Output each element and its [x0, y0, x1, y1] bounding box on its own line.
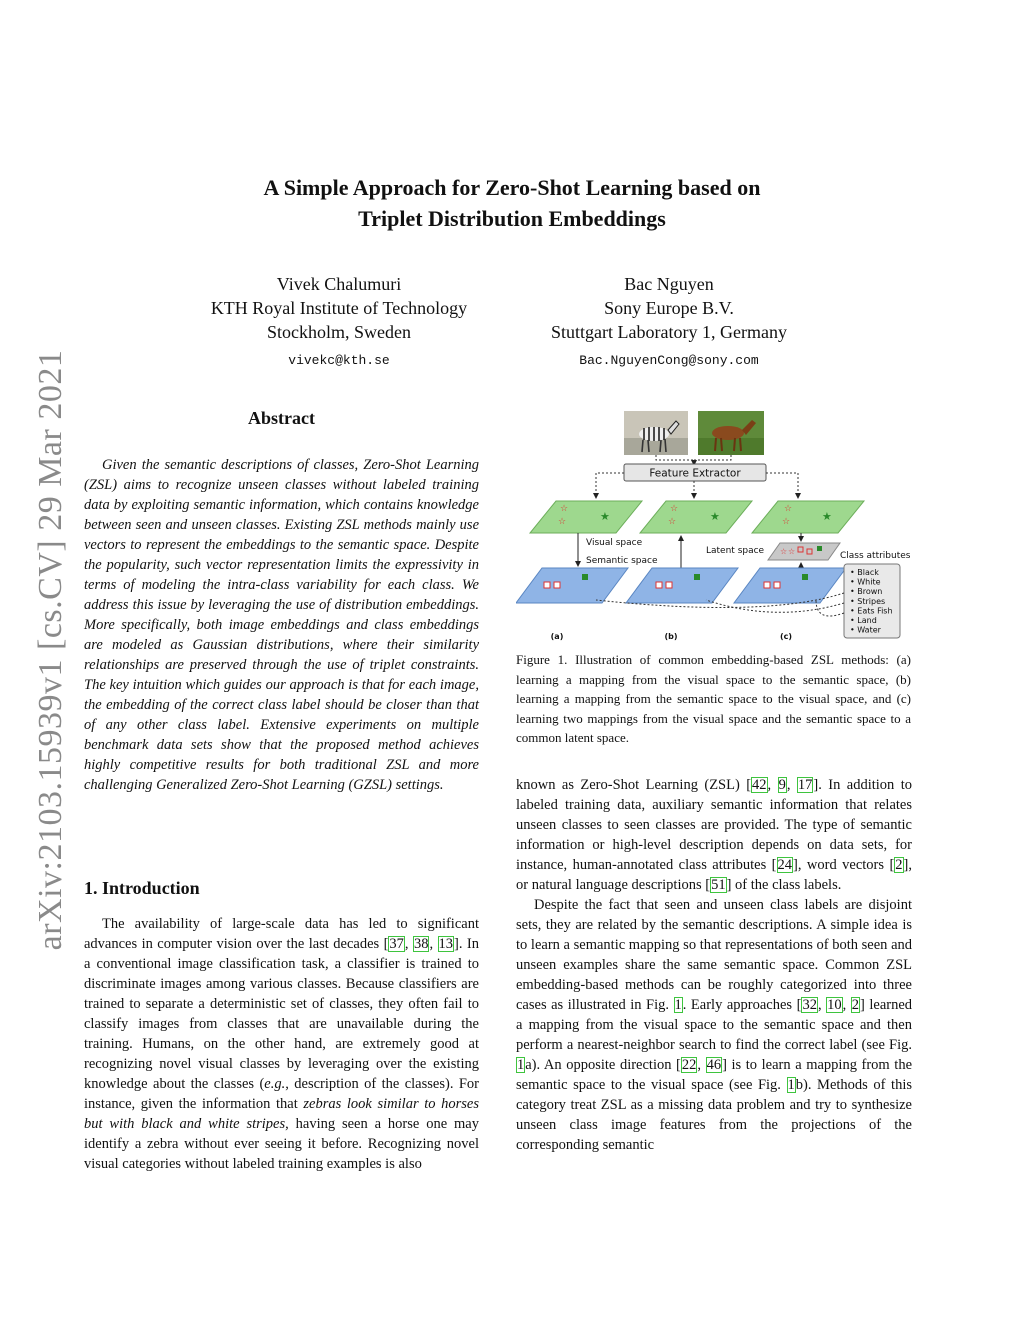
- right-paragraph-1: known as Zero-Shot Learning (ZSL) [42, 9, 17]. In addition to labeled training data, auxiliary semantic information that relates unseen classes to seen classes are provided. The type of semantic information or high-level description depends on data sets, for instance, human-annotated class attributes [24], word vectors [2], or natural language descriptions [51] of the class labels.: [516, 777, 912, 893]
- svg-text:☆: ☆: [560, 504, 569, 514]
- class-attributes-label: Class attributes: [840, 551, 911, 561]
- citation-link[interactable]: 24: [777, 857, 793, 873]
- citation-link[interactable]: 37: [389, 936, 404, 952]
- class-attribute-item: • Land: [850, 616, 877, 625]
- class-attribute-item: • Black: [850, 568, 879, 577]
- abstract-text: Given the semantic descriptions of classes, Zero-Shot Learning (ZSL) aims to recognize unseen classes without labeled training data by exploiting semantic information, which contains knowledge between seen and unseen classes. Existing ZSL methods mainly use vectors to represent the embeddings to the semantic space. Despite the popularity, such vector representation limits the expressivity in terms of modeling the intra-class variability for each class. We address this issue by leveraging the use of distribution embeddings. More specifically, both image embeddings and class embeddings are modeled as Gaussian distributions, where their similarity relationships are preserved through the use of triplet constraints. The key intuition which guides our approach is that for each image, the embedding of the correct class label should be closer than that of any other class label. Extensive experiments on multiple benchmark data sets show that the proposed method achieves highly competitive results for both traditional ZSL and more challenging Generalized Zero-Shot Learning (GZSL) settings.: [84, 457, 479, 793]
- citation-link[interactable]: 38: [413, 936, 429, 952]
- section-heading-introduction: 1. Introduction: [84, 878, 200, 898]
- right-paragraph-2: Despite the fact that seen and unseen class labels are disjoint sets, they are related by the semantic descriptions. A simple idea is to learn a semantic mapping so that representations of both seen and unseen examples share the same semantic space. Common ZSL embedding-based methods can be roughly categorized into three cases as illustrated in Fig. 1. Early approaches [32, 10, 2] learned a mapping from the visual space to the semantic space and then perform a nearest-neighbor search to find the correct label (see Fig. 1a). An opposite direction [22, 46] is to learn a mapping from the semantic space to the visual space (see Fig. 1b). Methods of this category treat ZSL as a missing data problem and try to synthesize unseen class image features from the projections of the corresponding semantic: [516, 897, 913, 1153]
- class-attribute-item: • Stripes: [850, 596, 886, 606]
- author-2-block: [516, 272, 822, 373]
- figure-link[interactable]: 1: [787, 1077, 795, 1093]
- figure-link[interactable]: 1: [674, 997, 682, 1013]
- author-location: Stockholm, Sweden: [267, 322, 411, 342]
- visual-plane-b: [640, 501, 752, 533]
- svg-text:★: ★: [600, 510, 610, 523]
- latent-plane: [768, 543, 840, 560]
- feature-extractor-label: Feature Extractor: [649, 467, 741, 480]
- citation-link[interactable]: 9: [778, 777, 786, 793]
- semantic-plane-b: [626, 568, 738, 603]
- citation-link[interactable]: 10: [827, 997, 842, 1013]
- svg-text:☆: ☆: [670, 504, 679, 514]
- class-attribute-item: • Water: [850, 625, 881, 635]
- svg-text:★: ★: [822, 510, 832, 523]
- svg-text:☆: ☆: [558, 517, 567, 527]
- semantic-space-label: Semantic space: [586, 556, 658, 566]
- panel-label-c: (c): [779, 632, 793, 641]
- citation-link[interactable]: 51: [711, 877, 726, 893]
- svg-text:☆: ☆: [784, 504, 793, 514]
- svg-text:★: ★: [710, 510, 720, 523]
- author-affiliation: KTH Royal Institute of Technology: [210, 298, 468, 318]
- figure-1-caption: Figure 1. Illustration of common embedding-based ZSL methods: (a) learning a mapping from the visual space to the semantic space, (b) learning a mapping from the semantic space to the visual space, and (c) learning two mappings from the visual space and the semantic space to a common latent space.: [516, 652, 911, 745]
- svg-text:☆: ☆: [780, 547, 788, 556]
- intro-paragraph: The availability of large-scale data has led to significant advances in computer vision over the last decades [37, 38, 13]. In a conventional image classification task, a classifier is trained to discriminate images among various classes. Because classifiers are trained to separate a deterministic set of classes, they often fail to classify images from classes that are unavailable during the training. Humans, on the other hand, are extremely good at recognizing novel visual classes by leveraging over the existing knowledge about the classes (e.g., description of the classes). For instance, given the information that zebras look similar to horses but with black and white stripes, having seen a horse one may identify a zebra without ever seeing it before. Recognizing novel visual categories without labeled training examples is also: [84, 916, 479, 1172]
- horse-image: [698, 411, 764, 455]
- figure-link[interactable]: 1: [517, 1057, 525, 1073]
- author-location: Stuttgart Laboratory 1, Germany: [551, 322, 787, 342]
- svg-text:☆: ☆: [788, 547, 796, 556]
- latent-space-label: Latent space: [706, 546, 765, 556]
- right-column-text: [516, 775, 912, 1155]
- class-attribute-item: • Eats Fish: [850, 606, 893, 616]
- author-1-block: [186, 272, 492, 373]
- author-affiliation: Sony Europe B.V.: [604, 298, 734, 318]
- visual-plane-c: [752, 501, 864, 533]
- panel-label-b: (b): [664, 632, 678, 641]
- svg-text:☆: ☆: [668, 517, 677, 527]
- panel-label-a: (a): [550, 632, 564, 641]
- citation-link[interactable]: 32: [802, 997, 817, 1013]
- visual-space-label: Visual space: [586, 538, 643, 548]
- citation-link[interactable]: 46: [706, 1057, 722, 1073]
- arxiv-identifier: arXiv:2103.15939v1 [cs.CV] 29 Mar 2021: [32, 349, 69, 951]
- semantic-plane-c: [734, 568, 846, 603]
- citation-link[interactable]: 22: [681, 1057, 697, 1073]
- citation-link[interactable]: 42: [752, 777, 767, 793]
- citation-link[interactable]: 2: [851, 997, 859, 1013]
- abstract-heading: Abstract: [248, 408, 315, 428]
- citation-link[interactable]: 17: [797, 777, 813, 793]
- citation-link[interactable]: 13: [438, 936, 454, 952]
- svg-text:☆: ☆: [782, 517, 791, 527]
- author-email[interactable]: vivekc@kth.se: [288, 353, 390, 368]
- figure-1-diagram: [516, 408, 916, 644]
- title-line-2: Triplet Distribution Embeddings: [358, 206, 666, 231]
- class-attribute-item: • White: [850, 577, 881, 587]
- author-email[interactable]: Bac.NguyenCong@sony.com: [579, 353, 759, 368]
- author-name: Vivek Chalumuri: [276, 274, 402, 294]
- visual-plane-a: [530, 501, 642, 533]
- semantic-plane-a: [516, 568, 628, 603]
- class-attribute-item: • Brown: [850, 587, 883, 597]
- paper-title: [0, 172, 1024, 234]
- author-name: Bac Nguyen: [624, 274, 714, 294]
- title-line-1: A Simple Approach for Zero-Shot Learning based on: [263, 175, 761, 200]
- zebra-image: [624, 411, 688, 455]
- citation-link[interactable]: 2: [895, 857, 903, 873]
